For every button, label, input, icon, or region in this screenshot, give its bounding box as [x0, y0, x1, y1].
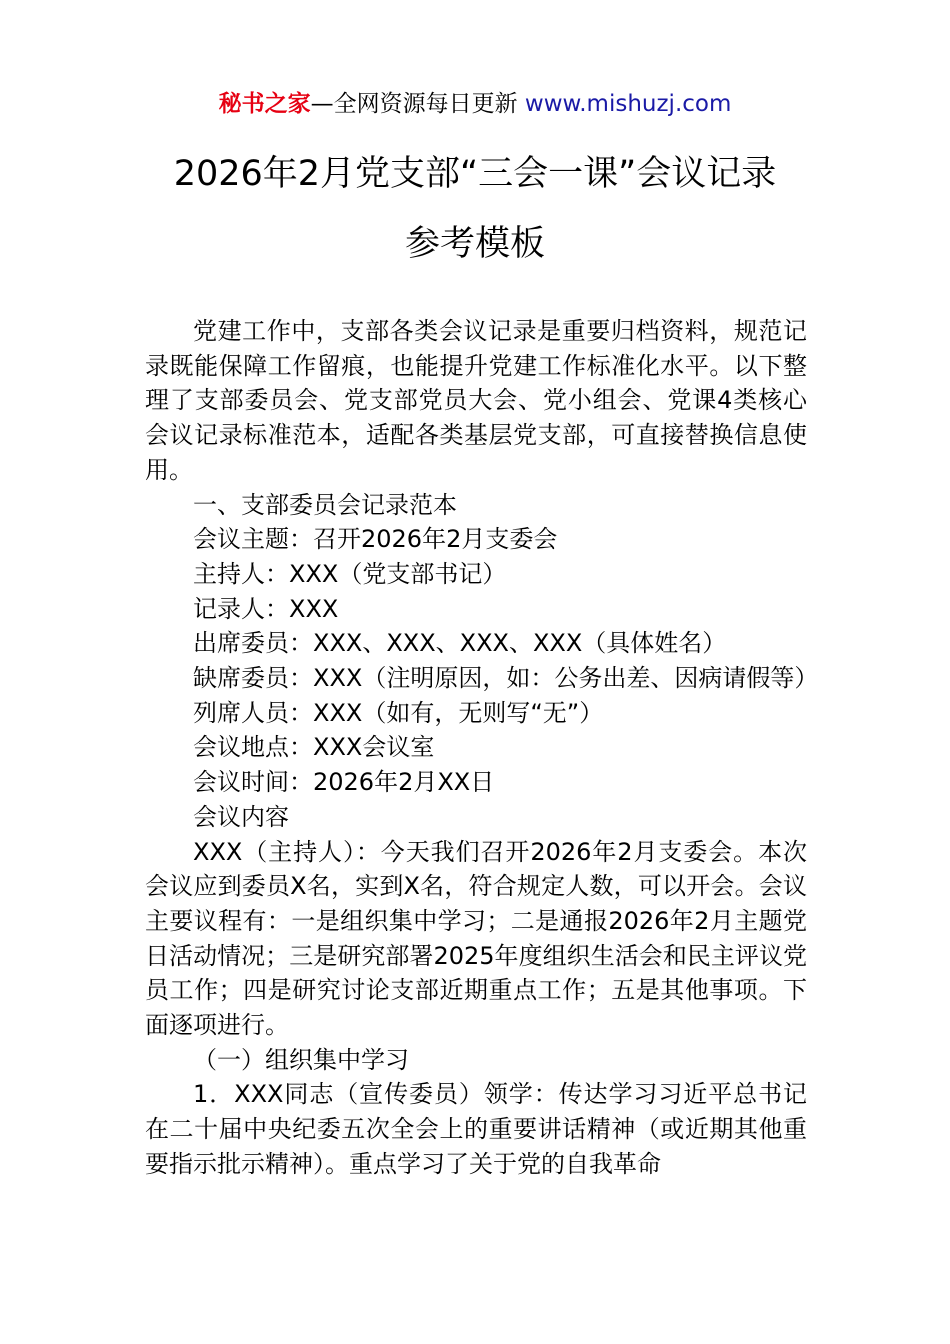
- document-body: [145, 314, 819, 1182]
- site-brand: 秘书之家: [218, 91, 311, 117]
- meeting-host: 主持人：XXX（党支部书记）: [193, 559, 507, 588]
- intro-paragraph: 党建工作中，支部各类会议记录是重要归档资料，规范记录既能保障工作留痕，也能提升党建工作标准化水平。以下整理了支部委员会、党支部党员大会、党小组会、党课4类核心会议记录标准范本，适配各类基层党支部，可直接替换信息使用。: [145, 317, 807, 484]
- subsection-heading: （一）组织集中学习: [193, 1045, 409, 1074]
- section-heading: 一、支部委员会记录范本: [193, 490, 457, 519]
- absent-members: 缺席委员：XXX（注明原因，如：公务出差、因病请假等）: [193, 664, 819, 693]
- host-opening-paragraph: XXX（主持人）：今天我们召开2026年2月支委会。本次会议应到委员X名，实到X名，符合规定人数，可以开会。会议主要议程有：一是组织集中学习；二是通报2026年2月主题党日活动情况；三是研究部署2025年度组织生活会和民主评议党员工作；四是研究讨论支部近期重点工作；五是其他事项。下面逐项进行。: [145, 837, 807, 1040]
- site-url-link[interactable]: www.mishuzj.com: [524, 91, 732, 117]
- study-item-paragraph: 1．XXX同志（宣传委员）领学：传达学习习近平总书记在二十届中央纪委五次全会上的重要讲话精神（或近期其他重要指示批示精神）。重点学习了关于党的自我革命: [145, 1080, 807, 1178]
- meeting-recorder: 记录人：XXX: [193, 594, 339, 623]
- attending-members: 出席委员：XXX、XXX、XXX、XXX（具体姓名）: [193, 629, 727, 658]
- meeting-location: 会议地点：XXX会议室: [193, 733, 435, 762]
- site-tagline: —全网资源每日更新: [310, 91, 525, 117]
- meeting-topic: 会议主题：召开2026年2月支委会: [193, 525, 558, 554]
- document-title-line-1: 2026年2月党支部“三会一课”会议记录: [173, 154, 777, 194]
- observers: 列席人员：XXX（如有，无则写“无”）: [193, 698, 604, 727]
- meeting-content-heading: 会议内容: [193, 802, 289, 831]
- meeting-time: 会议时间：2026年2月XX日: [193, 768, 495, 797]
- document-title-line-2: 参考模板: [404, 224, 545, 264]
- site-header: [0, 88, 950, 120]
